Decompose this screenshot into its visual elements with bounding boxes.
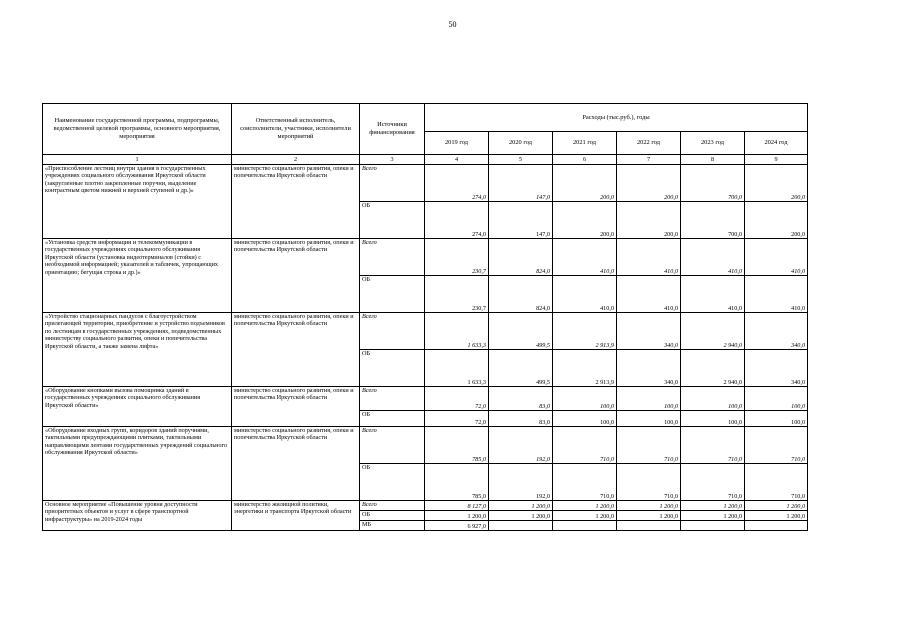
activity-executor: министерство социального развития, опеки и попечительства Иркутской области [232,313,360,387]
total-value: 1 633,3 [425,313,489,350]
header-year: 2024 год [745,132,808,155]
source-ob-label: ОБ [360,411,425,427]
source-ob-label: ОБ [360,202,425,239]
total-value: 8 127,0 [425,501,489,511]
ob-value: 710,0 [617,464,681,501]
ob-value: 410,0 [745,276,808,313]
total-value: 230,7 [425,239,489,276]
ob-value: 200,0 [617,202,681,239]
ob-value: 700,0 [681,202,745,239]
ob-value: 499,5 [489,350,553,387]
total-value: 200,0 [617,165,681,202]
ob-value: 710,0 [681,464,745,501]
ob-value: 410,0 [617,276,681,313]
source-ob-label: ОБ [360,350,425,387]
header-year: 2019 год [425,132,489,155]
total-value: 410,0 [617,239,681,276]
total-value: 200,0 [745,165,808,202]
total-value: 2 940,0 [681,313,745,350]
total-value: 1 200,0 [681,501,745,511]
header-year: 2022 год [617,132,681,155]
total-value: 2 913,9 [553,313,617,350]
total-value: 499,5 [489,313,553,350]
ob-value: 1 200,0 [489,511,553,521]
source-ob-label: ОБ [360,464,425,501]
activity-name: «Оборудование входных групп, коридоров зданий поручнями, тактильными предупреждающими плитками, тактильными направляющими лентами государственных учреждений социального обслуживания Иркутской области» [43,427,232,501]
ob-value: 824,0 [489,276,553,313]
table-row [43,313,808,350]
total-value: 710,0 [553,427,617,464]
total-value: 100,0 [553,387,617,411]
ob-value: 2 940,0 [681,350,745,387]
total-value: 200,0 [553,165,617,202]
ob-value: 72,0 [425,411,489,427]
mb-value [681,521,745,531]
source-ob-label: ОБ [360,276,425,313]
total-value: 100,0 [745,387,808,411]
mb-value [489,521,553,531]
ob-value: 100,0 [553,411,617,427]
column-number: 9 [745,155,808,165]
ob-value: 340,0 [617,350,681,387]
ob-value: 710,0 [553,464,617,501]
column-numbers-row [43,155,808,165]
source-total-label: Всего [360,501,425,511]
mb-value: 6 927,0 [425,521,489,531]
source-total-label: Всего [360,239,425,276]
header-year: 2023 год [681,132,745,155]
ob-value: 785,0 [425,464,489,501]
budget-table [42,103,808,531]
total-value: 83,0 [489,387,553,411]
total-value: 340,0 [617,313,681,350]
total-value: 1 200,0 [553,501,617,511]
activity-name: «Устройство стационарных пандусов с благоустройством прилегающей территории, приобретение и устройство подъемников по лестницам в государственных учреждениях, подведомственных министерству социального развития, опеки и попечительства Иркутской области, а также замена лифта» [43,313,232,387]
total-value: 340,0 [745,313,808,350]
ob-value: 1 633,3 [425,350,489,387]
ob-value: 1 200,0 [553,511,617,521]
total-value: 1 200,0 [745,501,808,511]
header-year: 2020 год [489,132,553,155]
total-value: 410,0 [745,239,808,276]
total-value: 824,0 [489,239,553,276]
activity-name: «Приспособление лестниц внутри здания в государственных учреждениях социального обслуживания Иркутской области (закругленные плотно закрепленные поручни, выделение контрастным цветом нижней и верхней ступеней и др.)» [43,165,232,239]
source-total-label: Всего [360,387,425,411]
activity-executor: министерство социального развития, опеки и попечительства Иркутской области [232,427,360,501]
source-total-label: Всего [360,165,425,202]
total-value: 700,0 [681,165,745,202]
total-value: 710,0 [681,427,745,464]
column-number: 6 [553,155,617,165]
ob-value: 274,0 [425,202,489,239]
ob-value: 100,0 [681,411,745,427]
total-value: 1 200,0 [489,501,553,511]
column-number: 7 [617,155,681,165]
header-source: Источники финансирования [360,104,425,155]
ob-value: 230,7 [425,276,489,313]
total-value: 100,0 [617,387,681,411]
ob-value: 100,0 [617,411,681,427]
table-row [43,427,808,464]
activity-name: «Установка средств информации и телекоммуникации в государственных учреждениях социального обслуживания Иркутской области (установка видеотерминалов (стойки) с необходимой информацией; указателей и табличек, упрощающих ориентацию; бегущая строка и др.)» [43,239,232,313]
column-number: 5 [489,155,553,165]
table-row [43,239,808,276]
ob-value: 1 200,0 [681,511,745,521]
source-mb-label: МБ [360,521,425,531]
total-value: 410,0 [553,239,617,276]
ob-value: 340,0 [745,350,808,387]
source-total-label: Всего [360,313,425,350]
total-value: 274,0 [425,165,489,202]
total-value: 710,0 [617,427,681,464]
mb-value [553,521,617,531]
mb-value [617,521,681,531]
activity-executor: министерство социального развития, опеки и попечительства Иркутской области [232,165,360,239]
mb-value [745,521,808,531]
table-row [43,387,808,411]
total-value: 72,0 [425,387,489,411]
header-name: Наименование государственной программы, подпрограммы, ведомственной целевой программы, основного мероприятия, мероприятия [43,104,232,155]
header-row [43,104,808,132]
column-number: 8 [681,155,745,165]
total-value: 710,0 [745,427,808,464]
ob-value: 1 200,0 [425,511,489,521]
total-value: 785,0 [425,427,489,464]
total-value: 410,0 [681,239,745,276]
header-year: 2021 год [553,132,617,155]
page-number: 50 [448,20,457,29]
ob-value: 83,0 [489,411,553,427]
ob-value: 1 200,0 [745,511,808,521]
ob-value: 192,0 [489,464,553,501]
total-value: 192,0 [489,427,553,464]
ob-value: 1 200,0 [617,511,681,521]
table-row [43,501,808,511]
ob-value: 200,0 [553,202,617,239]
table-row [43,165,808,202]
total-value: 147,0 [489,165,553,202]
column-number: 1 [43,155,232,165]
column-number: 3 [360,155,425,165]
ob-value: 147,0 [489,202,553,239]
activity-executor: министерство социального развития, опеки и попечительства Иркутской области [232,239,360,313]
source-total-label: Всего [360,427,425,464]
ob-value: 410,0 [553,276,617,313]
header-expenses: Расходы (тыс.руб.), годы [425,104,808,132]
source-ob-label: ОБ [360,511,425,521]
total-value: 100,0 [681,387,745,411]
activity-executor: министерство социального развития, опеки и попечительства Иркутской области [232,387,360,427]
total-value: 1 200,0 [617,501,681,511]
header-executor: Ответственный исполнитель, соисполнители, участники, исполнители мероприятий [232,104,360,155]
ob-value: 100,0 [745,411,808,427]
ob-value: 710,0 [745,464,808,501]
ob-value: 2 913,9 [553,350,617,387]
ob-value: 410,0 [681,276,745,313]
main-activity-executor: министерство жилищной политики, энергетики и транспорта Иркутской области [232,501,360,531]
main-activity-name: Основное мероприятие «Повышение уровня доступности приоритетных объектов и услуг в сфере транспортной инфраструктуры» на 2019-2024 годы [43,501,232,531]
table-body [43,165,808,531]
ob-value: 200,0 [745,202,808,239]
column-number: 2 [232,155,360,165]
activity-name: «Оборудование кнопками вызова помощника зданий в государственных учреждениях социального обслуживания Иркутской области» [43,387,232,427]
column-number: 4 [425,155,489,165]
